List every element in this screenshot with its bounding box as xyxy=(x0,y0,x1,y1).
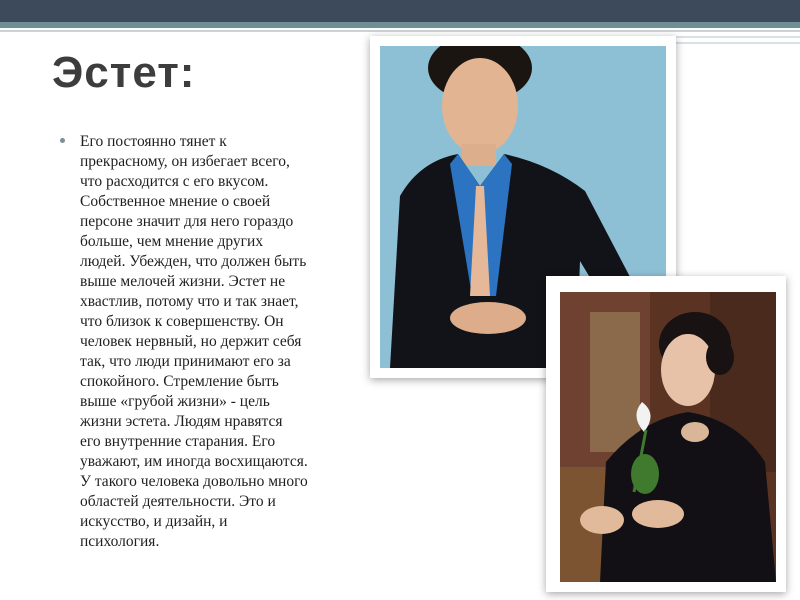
bullet-item xyxy=(60,132,390,552)
bullet-dot-icon xyxy=(60,138,65,143)
top-bar-thin-line xyxy=(0,30,800,32)
top-bar xyxy=(0,0,800,22)
photo-frame-woman xyxy=(546,276,786,592)
bullet-text: Его постоянно тянет к прекрасному, он избегает всего, что расходится с его вкусом. Собственное мнение о своей персоне значит для него гораздо больше, чем мнение других людей. Убежден, что должен быть выше мелочей жизни. Эстет не хвастлив, потому что и так знает, что близок к совершенству. Он человек нервный, но держит себя так, что люди принимают его за спокойного. Стремление быть выше «грубой жизни» - цель жизни эстета. Людям нравятся его внутренние старания. Его уважают, им иногда восхищаются. У такого человека довольно много областей деятельности. Это и искусство, и дизайн, и психология. xyxy=(80,133,308,550)
top-bar-accent xyxy=(0,22,800,28)
photo-woman xyxy=(560,292,776,582)
decorative-lines xyxy=(660,36,800,54)
slide-title: Эстет: xyxy=(52,48,196,97)
